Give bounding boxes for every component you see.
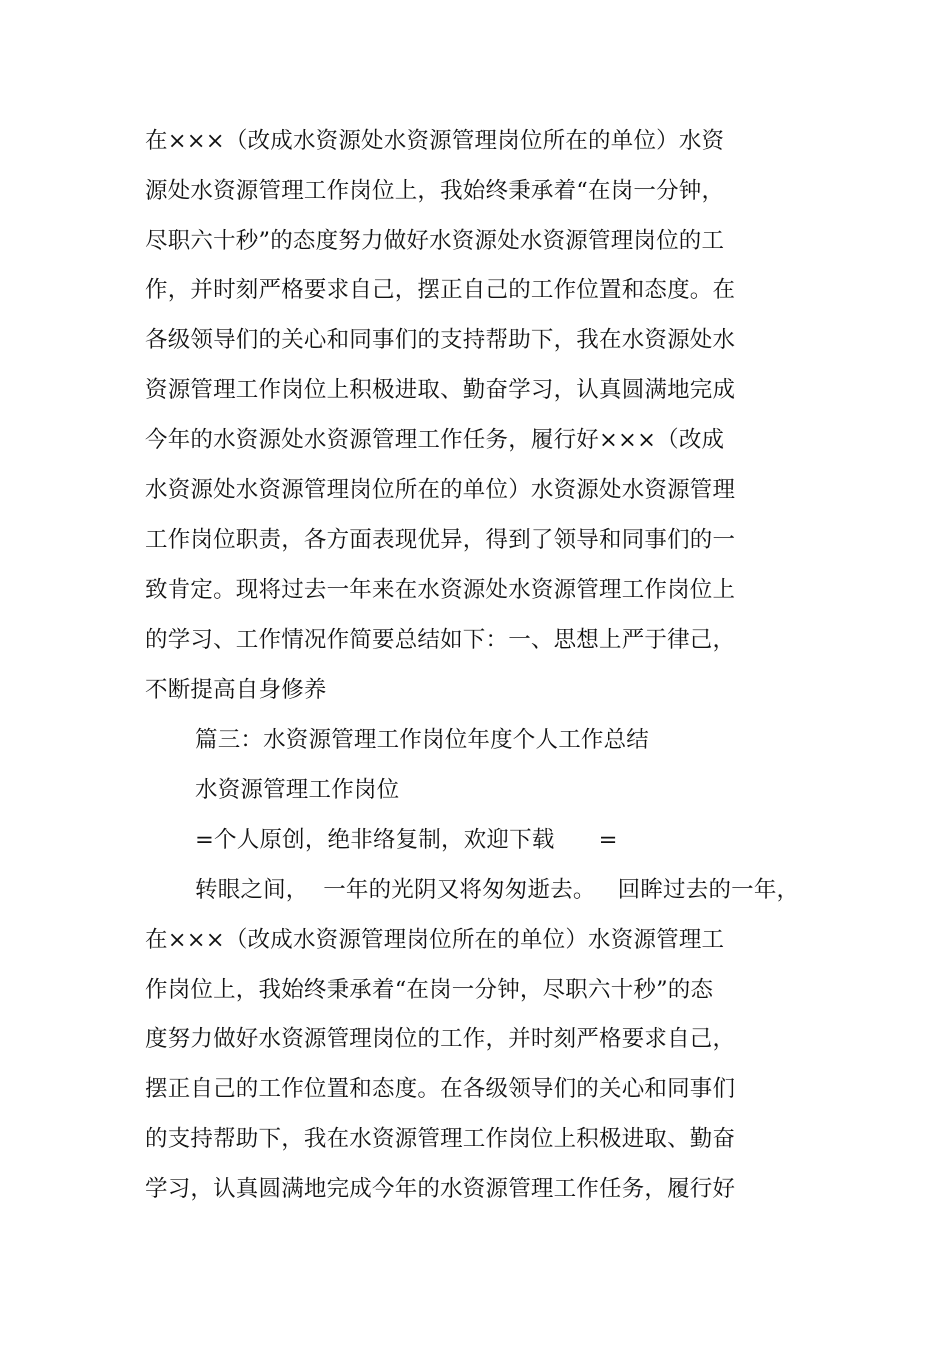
paragraph-line: 工作岗位职责，各方面表现优异，得到了领导和同事们的一 <box>145 527 736 553</box>
paragraph-line: 各级领导们的关心和同事们的支持帮助下，我在水资源处水 <box>145 327 736 353</box>
paragraph-line: 转眼之间， 一年的光阴又将匆匆逝去。 回眸过去的一年， <box>195 877 800 903</box>
paragraph-line: 不断提高自身修养 <box>145 677 327 703</box>
original-notice: =个人原创，绝非络复制，欢迎下载 = <box>195 827 618 853</box>
section-title: 篇三：水资源管理工作岗位年度个人工作总结 <box>195 727 650 753</box>
paragraph-line: 尽职六十秒”的态度努力做好水资源处水资源管理岗位的工 <box>145 228 725 254</box>
paragraph-line: 今年的水资源处水资源管理工作任务，履行好×××（改成 <box>145 427 725 453</box>
paragraph-line: 源处水资源管理工作岗位上，我始终秉承着“在岗一分钟， <box>145 178 725 204</box>
section-subtitle: 水资源管理工作岗位 <box>195 777 400 803</box>
paragraph-line: 度努力做好水资源管理岗位的工作，并时刻严格要求自己， <box>145 1026 736 1052</box>
paragraph-line: 的学习、工作情况作简要总结如下：一、思想上严于律己， <box>145 627 736 653</box>
paragraph-line: 在×××（改成水资源处水资源管理岗位所在的单位）水资 <box>145 128 725 154</box>
paragraph-line: 作岗位上，我始终秉承着“在岗一分钟，尽职六十秒”的态 <box>145 977 714 1003</box>
paragraph-line: 摆正自己的工作位置和态度。在各级领导们的关心和同事们 <box>145 1076 736 1102</box>
paragraph-line: 学习，认真圆满地完成今年的水资源管理工作任务，履行好 <box>145 1176 736 1202</box>
paragraph-line: 的支持帮助下，我在水资源管理工作岗位上积极进取、勤奋 <box>145 1126 736 1152</box>
paragraph-line: 在×××（改成水资源管理岗位所在的单位）水资源管理工 <box>145 927 725 953</box>
paragraph-line: 水资源处水资源管理岗位所在的单位）水资源处水资源管理 <box>145 477 736 503</box>
paragraph-line: 致肯定。现将过去一年来在水资源处水资源管理工作岗位上 <box>145 577 736 603</box>
paragraph-line: 作，并时刻严格要求自己，摆正自己的工作位置和态度。在 <box>145 277 736 303</box>
paragraph-line: 资源管理工作岗位上积极进取、勤奋学习，认真圆满地完成 <box>145 377 736 403</box>
